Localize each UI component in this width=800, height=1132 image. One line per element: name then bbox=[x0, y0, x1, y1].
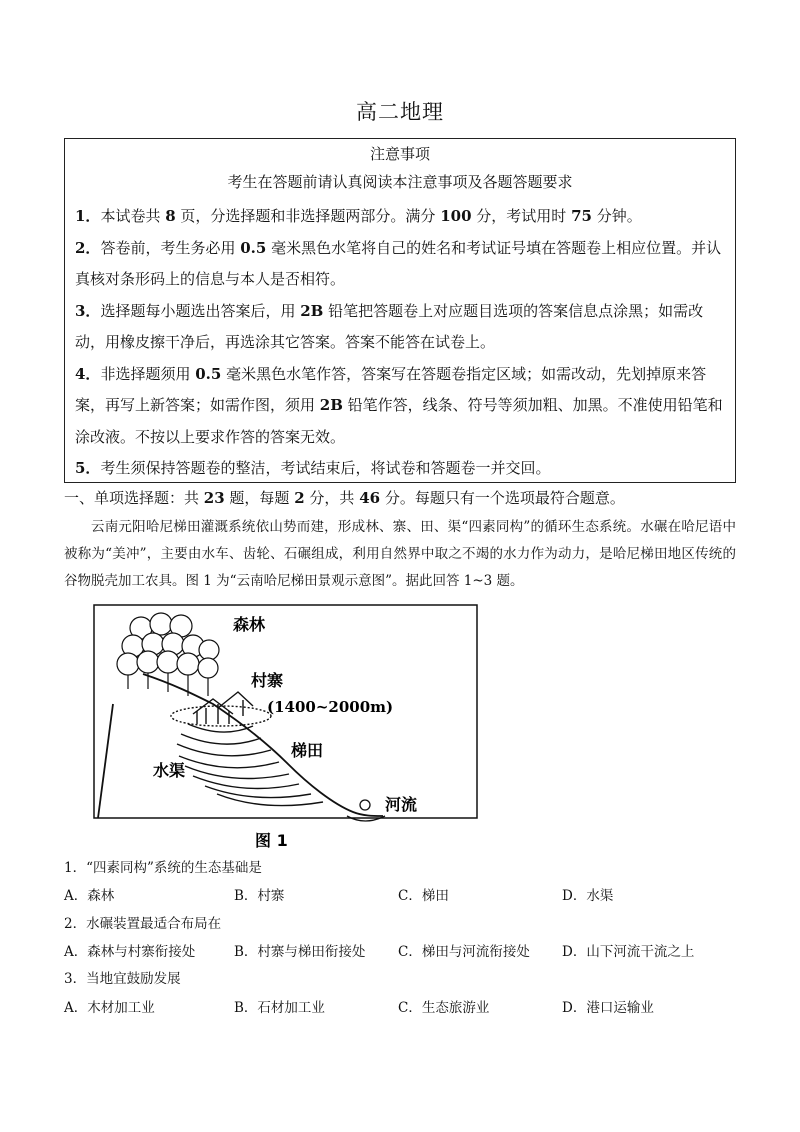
notice-list bbox=[75, 201, 725, 485]
q1-option-a[interactable]: A．森林 bbox=[64, 888, 115, 904]
question-2-options bbox=[64, 940, 764, 960]
q2-option-b[interactable]: B．村寨与梯田衔接处 bbox=[234, 944, 366, 960]
question-1-stem: 1．“四素同构”系统的生态基础是 bbox=[64, 860, 262, 876]
q1-option-c[interactable]: C．梯田 bbox=[398, 888, 449, 904]
label-canal: 水渠 bbox=[153, 761, 186, 780]
label-village: 村寨 bbox=[251, 671, 284, 690]
terrace-landscape-figure bbox=[93, 604, 478, 852]
page-title: 高二地理 bbox=[356, 100, 444, 124]
notice-box bbox=[64, 138, 736, 483]
label-forest: 森林 bbox=[233, 615, 266, 634]
question-3-stem: 3．当地宜鼓励发展 bbox=[64, 971, 181, 987]
label-river: 河流 bbox=[385, 795, 418, 814]
q2-option-a[interactable]: A．森林与村寨衔接处 bbox=[64, 944, 196, 960]
q2-option-d[interactable]: D．山下河流干流之上 bbox=[562, 944, 695, 960]
notice-item-3: 3．选择题每小题选出答案后，用 2B 铅笔把答题卷上对应题目选项的答案信息点涂黑；如需改动，用橡皮擦干净后，再选涂其它答案。答案不能答在试卷上。 bbox=[75, 301, 704, 351]
q3-option-b[interactable]: B．石材加工业 bbox=[234, 1000, 325, 1016]
label-terraces: 梯田 bbox=[291, 741, 324, 760]
question-2-stem: 2．水碾装置最适合布局在 bbox=[64, 916, 222, 932]
q3-option-a[interactable]: A．木材加工业 bbox=[64, 1000, 155, 1016]
question-1-options bbox=[64, 884, 764, 904]
notice-item-4: 4．非选择题须用 0.5 毫米黑色水笔作答，答案写在答题卷指定区域；如需改动，先划掉原来答案，再写上新答案；如需作图，须用 2B 铅笔作答，线条、符号等须加粗、加黑。不准使用铅笔和涂改液。不按以上要求作答的答案无效。 bbox=[75, 364, 723, 446]
notice-subtitle: 考生在答题前请认真阅读本注意事项及各题答题要求 bbox=[227, 173, 573, 191]
q1-option-d[interactable]: D．水渠 bbox=[562, 888, 614, 904]
notice-heading: 注意事项 bbox=[369, 145, 430, 163]
figure-caption: 图 1 bbox=[255, 831, 288, 850]
terrace-diagram bbox=[93, 604, 478, 852]
question-3-options bbox=[64, 996, 764, 1016]
notice-item-1: 1．本试卷共 8 页，分选择题和非选择题两部分。满分 100 分，考试用时 75 分钟。 bbox=[75, 207, 642, 225]
reading-passage: 云南元阳哈尼梯田灌溉系统依山势而建，形成林、寨、田、渠“四素同构”的循环生态系统。水碾在哈尼语中被称为“美冲”，主要由水车、齿轮、石碾组成，利用自然界中取之不竭的水力作为动力，是哈尼梯田地区传统的谷物脱壳加工农具。图 1 为“云南哈尼梯田景观示意图”。据此回答 1~3 题。 bbox=[64, 519, 736, 589]
q2-option-c[interactable]: C．梯田与河流衔接处 bbox=[398, 944, 530, 960]
q3-option-d[interactable]: D．港口运输业 bbox=[562, 1000, 654, 1016]
q1-option-b[interactable]: B．村寨 bbox=[234, 888, 285, 904]
label-altitude: (1400~2000m) bbox=[267, 698, 394, 716]
notice-item-2: 2．答卷前，考生务必用 0.5 毫米黑色水笔将自己的姓名和考试证号填在答题卷上相应位置。并认真核对条形码上的信息与本人是否相符。 bbox=[75, 238, 722, 288]
q3-option-c[interactable]: C．生态旅游业 bbox=[398, 1000, 490, 1016]
section-heading: 一、单项选择题：共 23 题，每题 2 分，共 46 分。每题只有一个选项最符合题意。 bbox=[64, 489, 625, 507]
notice-item-5: 5．考生须保持答题卷的整洁，考试结束后，将试卷和答题卷一并交回。 bbox=[75, 459, 551, 477]
